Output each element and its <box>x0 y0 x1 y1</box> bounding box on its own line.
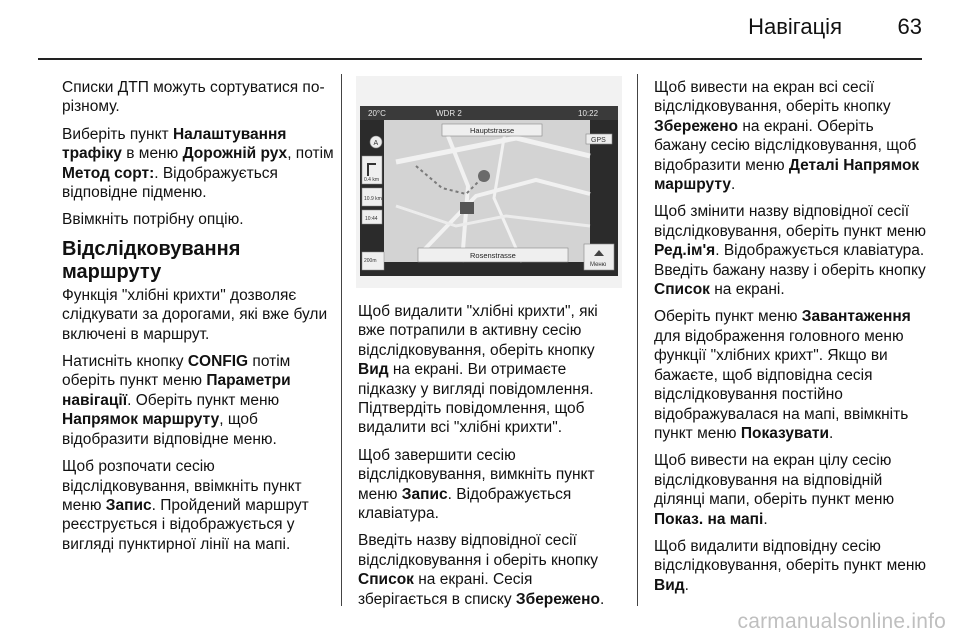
column-3 <box>654 78 930 603</box>
temperature-label: 20°C <box>368 109 386 118</box>
next-turn-distance: 0.4 km <box>364 177 380 183</box>
bold-term: Список <box>654 281 710 299</box>
section-title: Відслідковування маршруту <box>62 237 241 283</box>
bold-term: Вид <box>654 576 685 594</box>
navigation-screenshot <box>356 76 622 288</box>
paragraph: Щоб вивести на екран цілу сесію відслідковування на відповідній ділянці мапи, оберіть пункт меню Показ. на мапі. <box>654 452 895 528</box>
paragraph: Списки ДТП можуть сортуватися по-різному. <box>62 79 325 116</box>
paragraph: Щоб розпочати сесію відслідковування, ввімкніть пункт меню Запис. Пройдений маршрут реєструється і відображується у вигляді пунктирної лінії на мапі. <box>62 458 309 553</box>
paragraph: Натисніть кнопку CONFIG потім оберіть пункт меню Параметри навігації. Оберіть пункт меню Напрямок маршруту, щоб відобразити відповідне меню. <box>62 353 291 448</box>
bold-term: Показувати <box>740 424 830 442</box>
paragraph: Щоб видалити "хлібні крихти", які вже потрапили в активну сесію відслідковування, оберіть кнопку Вид на екрані. Ви отримаєте підказку у вигляді повідомлення. Підтвердіть повідомлення, щоб видалити всі "хлібні крихти". <box>358 303 598 437</box>
bold-term: Дорожній рух <box>182 145 288 163</box>
paragraph: Щоб вивести на екран всі сесії відслідковування, оберіть кнопку Збережено на екрані. Оберіть бажану сесію відслідковування, щоб відобразити меню Деталі Напрямок маршруту. <box>654 79 920 194</box>
compass-icon[interactable]: A <box>373 140 379 147</box>
bold-term: Налаштування трафіку <box>62 125 287 163</box>
arrival-time: 10:44 <box>365 216 378 222</box>
paragraph: Щоб видалити відповідну сесію відслідковування, оберіть пункт меню Вид. <box>654 537 927 594</box>
paragraph: Ввімкніть потрібну опцію. <box>62 211 244 229</box>
bold-term: Параметри навігації <box>62 372 291 409</box>
bold-term: CONFIG <box>187 353 249 371</box>
remaining-distance: 10.9 km <box>364 196 382 202</box>
bold-term: Запис <box>401 485 448 503</box>
bold-term: Показ. на мапі <box>654 510 764 528</box>
bold-term: Напрямок маршруту <box>62 411 220 429</box>
watermark: carmanualsonline.info <box>737 610 946 633</box>
street-name-bottom: Rosenstrasse <box>470 251 516 260</box>
paragraph: Функція "хлібні крихти" дозволяє слідкувати за дорогами, які вже були включені в маршрут. <box>62 286 328 343</box>
bold-term: Збережено <box>515 590 600 608</box>
bold-term: Збережено <box>654 117 739 135</box>
header-rule <box>38 58 922 60</box>
gps-button[interactable]: GPS <box>591 137 606 144</box>
bold-term: Завантаження <box>801 308 911 326</box>
radio-station-label: WDR 2 <box>436 109 462 118</box>
paragraph: Виберіть пункт Налаштування трафіку в меню Дорожній рух, потім Метод сорт:. Відображується відповідне підменю. <box>62 125 334 202</box>
page-number: 63 <box>897 14 922 39</box>
bold-term: Запис <box>105 496 152 514</box>
clock-label: 10:22 <box>578 109 599 118</box>
paragraph: Щоб змінити назву відповідної сесії відслідковування, оберіть пункт меню Ред.ім'я. Відображується клавіатура. Введіть бажану назву і оберіть кнопку Список на екрані. <box>654 203 927 299</box>
bold-term: Вид <box>358 361 389 379</box>
page-header-title: Навігація <box>748 14 842 39</box>
column-1 <box>62 78 334 562</box>
scale-label: 200m <box>364 258 377 264</box>
bold-term: Ред.ім'я <box>654 242 716 260</box>
column-divider-right <box>637 74 638 606</box>
bold-term: Список <box>358 571 414 589</box>
menu-button[interactable]: Меню <box>590 262 607 268</box>
paragraph: Введіть назву відповідної сесії відслідковування і оберіть кнопку Список на екрані. Сесія зберігається в списку Збережено. <box>358 532 605 608</box>
paragraph: Оберіть пункт меню Завантаження для відображення головного меню функції "хлібних крихт". Якщо ви бажаєте, щоб відповідна сесія відслідковування постійно відображувалася на мапі, ввімкніть пункт меню Показувати. <box>654 308 911 442</box>
street-name-top: Hauptstrasse <box>470 126 515 135</box>
bold-term: Деталі Напрямок маршруту <box>654 156 920 194</box>
paragraph: Щоб завершити сесію відслідковування, вимкніть пункт меню Запис. Відображується клавіатура. <box>358 446 595 523</box>
column-divider-left <box>341 74 342 606</box>
column-2 <box>358 302 624 617</box>
bold-term: Метод сорт: <box>62 164 155 182</box>
